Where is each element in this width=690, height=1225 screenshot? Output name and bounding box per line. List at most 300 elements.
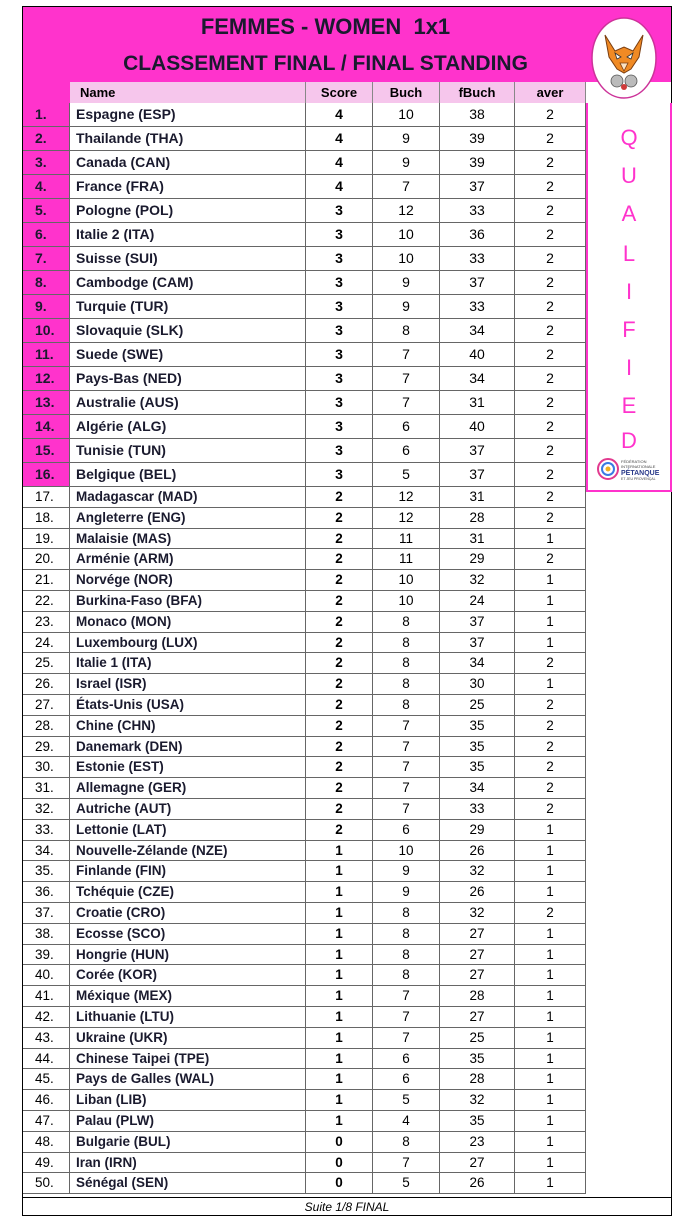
team-name-cell: Pays de Galles (WAL) — [70, 1069, 306, 1090]
buch-cell: 6 — [373, 1049, 440, 1070]
score-cell: 2 — [306, 549, 373, 570]
aver-cell: 1 — [515, 1173, 586, 1194]
aver-cell: 1 — [515, 1049, 586, 1070]
aver-cell: 2 — [515, 319, 586, 343]
aver-cell: 1 — [515, 924, 586, 945]
buch-cell: 7 — [373, 1028, 440, 1049]
qualified-row — [23, 439, 598, 463]
score-cell: 2 — [306, 633, 373, 654]
team-name-cell: Malaisie (MAS) — [70, 529, 306, 550]
fbuch-cell: 31 — [440, 391, 515, 415]
qualified-row — [23, 247, 598, 271]
fbuch-cell: 35 — [440, 1049, 515, 1070]
score-cell: 3 — [306, 415, 373, 439]
fip-line-3: PÉTANQUE — [621, 470, 660, 477]
score-cell: 3 — [306, 319, 373, 343]
fbuch-cell: 28 — [440, 508, 515, 529]
fbuch-cell: 33 — [440, 199, 515, 223]
fbuch-cell: 26 — [440, 1173, 515, 1194]
table-row — [23, 778, 598, 799]
aver-cell: 2 — [515, 903, 586, 924]
team-name-cell: Hongrie (HUN) — [70, 945, 306, 966]
buch-cell: 6 — [373, 820, 440, 841]
team-name-cell: Canada (CAN) — [70, 151, 306, 175]
rank-cell: 23. — [23, 612, 70, 633]
rank-cell: 33. — [23, 820, 70, 841]
qualified-row — [23, 103, 598, 127]
rank-cell: 38. — [23, 924, 70, 945]
rank-cell: 9. — [23, 295, 70, 319]
fbuch-cell: 31 — [440, 487, 515, 508]
score-cell: 1 — [306, 861, 373, 882]
fbuch-cell: 40 — [440, 415, 515, 439]
aver-cell: 1 — [515, 1090, 586, 1111]
table-row — [23, 1049, 598, 1070]
table-row — [23, 924, 598, 945]
fbuch-cell: 37 — [440, 271, 515, 295]
fbuch-cell: 36 — [440, 223, 515, 247]
score-cell: 2 — [306, 799, 373, 820]
rank-cell: 5. — [23, 199, 70, 223]
aver-cell: 2 — [515, 343, 586, 367]
score-cell: 3 — [306, 343, 373, 367]
qualified-row — [23, 295, 598, 319]
table-row — [23, 695, 598, 716]
rank-cell: 41. — [23, 986, 70, 1007]
score-cell: 2 — [306, 778, 373, 799]
team-name-cell: Nouvelle-Zélande (NZE) — [70, 841, 306, 862]
buch-cell: 7 — [373, 799, 440, 820]
score-cell: 1 — [306, 1049, 373, 1070]
qualified-row — [23, 175, 598, 199]
table-row — [23, 861, 598, 882]
qualified-row — [23, 319, 598, 343]
qualified-letter: A — [621, 201, 637, 226]
team-name-cell: Turquie (TUR) — [70, 295, 306, 319]
table-row — [23, 653, 598, 674]
team-name-cell: Pays-Bas (NED) — [70, 367, 306, 391]
score-cell: 2 — [306, 529, 373, 550]
fbuch-cell: 34 — [440, 653, 515, 674]
rank-cell: 42. — [23, 1007, 70, 1028]
team-name-cell: Burkina-Faso (BFA) — [70, 591, 306, 612]
qualified-letter: I — [625, 279, 633, 304]
fbuch-cell: 35 — [440, 716, 515, 737]
team-name-cell: Chine (CHN) — [70, 716, 306, 737]
buch-cell: 7 — [373, 391, 440, 415]
score-cell: 1 — [306, 1069, 373, 1090]
score-cell: 1 — [306, 841, 373, 862]
score-cell: 2 — [306, 653, 373, 674]
score-cell: 4 — [306, 175, 373, 199]
rank-cell: 31. — [23, 778, 70, 799]
aver-cell: 1 — [515, 612, 586, 633]
fbuch-cell: 35 — [440, 737, 515, 758]
qualified-letter: L — [622, 241, 636, 266]
fbuch-cell: 28 — [440, 986, 515, 1007]
standings-sheet — [22, 6, 672, 1216]
buch-cell: 7 — [373, 757, 440, 778]
score-cell: 3 — [306, 463, 373, 487]
table-row — [23, 903, 598, 924]
fbuch-cell: 40 — [440, 343, 515, 367]
team-name-cell: Suisse (SUI) — [70, 247, 306, 271]
buch-cell: 7 — [373, 737, 440, 758]
team-name-cell: Sénégal (SEN) — [70, 1173, 306, 1194]
score-cell: 1 — [306, 1028, 373, 1049]
fbuch-cell: 29 — [440, 820, 515, 841]
aver-cell: 2 — [515, 463, 586, 487]
score-cell: 2 — [306, 695, 373, 716]
aver-cell: 2 — [515, 653, 586, 674]
qualified-row — [23, 199, 598, 223]
team-name-cell: Danemark (DEN) — [70, 737, 306, 758]
buch-cell: 9 — [373, 882, 440, 903]
rank-cell: 29. — [23, 737, 70, 758]
fbuch-cell: 26 — [440, 841, 515, 862]
rank-cell: 43. — [23, 1028, 70, 1049]
fbuch-cell: 24 — [440, 591, 515, 612]
buch-cell: 7 — [373, 175, 440, 199]
score-cell: 3 — [306, 271, 373, 295]
fbuch-cell: 25 — [440, 695, 515, 716]
buch-cell: 9 — [373, 151, 440, 175]
aver-cell: 1 — [515, 945, 586, 966]
score-cell: 3 — [306, 199, 373, 223]
team-name-cell: Corée (KOR) — [70, 965, 306, 986]
aver-cell: 2 — [515, 151, 586, 175]
team-name-cell: Israel (ISR) — [70, 674, 306, 695]
rank-cell: 6. — [23, 223, 70, 247]
fbuch-cell: 32 — [440, 861, 515, 882]
buch-cell: 7 — [373, 1153, 440, 1174]
buch-cell: 5 — [373, 463, 440, 487]
fbuch-cell: 37 — [440, 439, 515, 463]
qualified-row — [23, 223, 598, 247]
aver-cell: 1 — [515, 882, 586, 903]
aver-cell: 1 — [515, 1111, 586, 1132]
fbuch-cell: 39 — [440, 127, 515, 151]
qualified-letter: E — [621, 393, 637, 418]
rank-cell: 35. — [23, 861, 70, 882]
rank-cell: 26. — [23, 674, 70, 695]
score-cell: 1 — [306, 945, 373, 966]
rank-cell: 32. — [23, 799, 70, 820]
buch-cell: 5 — [373, 1173, 440, 1194]
table-row — [23, 529, 598, 550]
aver-cell: 1 — [515, 570, 586, 591]
table-row — [23, 487, 598, 508]
rank-cell: 28. — [23, 716, 70, 737]
score-cell: 2 — [306, 716, 373, 737]
buch-cell: 7 — [373, 367, 440, 391]
qualified-row — [23, 127, 598, 151]
qualified-letter: I — [625, 355, 633, 380]
rank-cell: 49. — [23, 1153, 70, 1174]
score-cell: 1 — [306, 1007, 373, 1028]
buch-cell: 8 — [373, 945, 440, 966]
score-cell: 2 — [306, 612, 373, 633]
fip-line-4: ET JEU PROVENÇAL — [621, 477, 656, 481]
column-header-name: Name — [70, 82, 306, 103]
table-row — [23, 549, 598, 570]
fbuch-cell: 32 — [440, 1090, 515, 1111]
aver-cell: 2 — [515, 695, 586, 716]
buch-cell: 10 — [373, 841, 440, 862]
table-row — [23, 799, 598, 820]
buch-cell: 8 — [373, 1132, 440, 1153]
team-name-cell: Suede (SWE) — [70, 343, 306, 367]
aver-cell: 2 — [515, 247, 586, 271]
aver-cell: 2 — [515, 508, 586, 529]
rank-cell: 2. — [23, 127, 70, 151]
team-name-cell: Norvége (NOR) — [70, 570, 306, 591]
rank-cell: 4. — [23, 175, 70, 199]
fbuch-cell: 38 — [440, 103, 515, 127]
score-cell: 1 — [306, 1090, 373, 1111]
team-name-cell: Monaco (MON) — [70, 612, 306, 633]
aver-cell: 2 — [515, 716, 586, 737]
fbuch-cell: 29 — [440, 549, 515, 570]
qualified-box — [586, 103, 672, 492]
team-name-cell: Croatie (CRO) — [70, 903, 306, 924]
buch-cell: 7 — [373, 716, 440, 737]
fipjp-logo-icon — [596, 453, 670, 485]
fbuch-cell: 37 — [440, 633, 515, 654]
score-cell: 3 — [306, 247, 373, 271]
table-row — [23, 1111, 598, 1132]
rank-cell: 7. — [23, 247, 70, 271]
fbuch-cell: 28 — [440, 1069, 515, 1090]
aver-cell: 1 — [515, 820, 586, 841]
score-cell: 2 — [306, 570, 373, 591]
table-row — [23, 570, 598, 591]
team-name-cell: Ukraine (UKR) — [70, 1028, 306, 1049]
fbuch-cell: 32 — [440, 903, 515, 924]
fbuch-cell: 33 — [440, 295, 515, 319]
score-cell: 3 — [306, 295, 373, 319]
score-cell: 3 — [306, 223, 373, 247]
team-name-cell: Lithuanie (LTU) — [70, 1007, 306, 1028]
fbuch-cell: 32 — [440, 570, 515, 591]
buch-cell: 8 — [373, 633, 440, 654]
score-cell: 0 — [306, 1173, 373, 1194]
table-row — [23, 757, 598, 778]
aver-cell: 2 — [515, 439, 586, 463]
aver-cell: 2 — [515, 549, 586, 570]
team-name-cell: Finlande (FIN) — [70, 861, 306, 882]
rank-cell: 22. — [23, 591, 70, 612]
aver-cell: 1 — [515, 1069, 586, 1090]
rank-cell: 39. — [23, 945, 70, 966]
table-row — [23, 841, 598, 862]
fbuch-cell: 33 — [440, 247, 515, 271]
team-name-cell: Iran (IRN) — [70, 1153, 306, 1174]
score-cell: 4 — [306, 103, 373, 127]
table-row — [23, 945, 598, 966]
rank-cell: 11. — [23, 343, 70, 367]
team-name-cell: Algérie (ALG) — [70, 415, 306, 439]
buch-cell: 6 — [373, 1069, 440, 1090]
score-cell: 0 — [306, 1153, 373, 1174]
table-row — [23, 1132, 598, 1153]
aver-cell: 2 — [515, 295, 586, 319]
buch-cell: 7 — [373, 1007, 440, 1028]
buch-cell: 9 — [373, 861, 440, 882]
aver-cell: 1 — [515, 1007, 586, 1028]
aver-cell: 2 — [515, 391, 586, 415]
rank-cell: 48. — [23, 1132, 70, 1153]
buch-cell: 10 — [373, 247, 440, 271]
score-cell: 4 — [306, 127, 373, 151]
score-cell: 2 — [306, 674, 373, 695]
team-name-cell: Madagascar (MAD) — [70, 487, 306, 508]
rank-cell: 15. — [23, 439, 70, 463]
rank-cell: 3. — [23, 151, 70, 175]
fbuch-cell: 35 — [440, 1111, 515, 1132]
column-header-fbuch: fBuch — [440, 82, 515, 103]
rank-cell: 40. — [23, 965, 70, 986]
fbuch-cell: 37 — [440, 612, 515, 633]
table-row — [23, 591, 598, 612]
aver-cell: 1 — [515, 861, 586, 882]
buch-cell: 9 — [373, 271, 440, 295]
team-name-cell: États-Unis (USA) — [70, 695, 306, 716]
team-name-cell: Cambodge (CAM) — [70, 271, 306, 295]
score-cell: 2 — [306, 591, 373, 612]
score-cell: 0 — [306, 1132, 373, 1153]
rank-cell: 34. — [23, 841, 70, 862]
table-row — [23, 508, 598, 529]
rank-cell: 16. — [23, 463, 70, 487]
rank-cell: 46. — [23, 1090, 70, 1111]
rank-cell: 12. — [23, 367, 70, 391]
buch-cell: 5 — [373, 1090, 440, 1111]
aver-cell: 2 — [515, 799, 586, 820]
buch-cell: 10 — [373, 591, 440, 612]
buch-cell: 8 — [373, 695, 440, 716]
fip-line-2: INTERNATIONALE — [621, 464, 656, 469]
aver-cell: 1 — [515, 633, 586, 654]
aver-cell: 1 — [515, 1132, 586, 1153]
fbuch-cell: 27 — [440, 1007, 515, 1028]
rank-cell: 13. — [23, 391, 70, 415]
aver-cell: 2 — [515, 487, 586, 508]
standings-table — [23, 103, 598, 1194]
aver-cell: 1 — [515, 986, 586, 1007]
team-name-cell: France (FRA) — [70, 175, 306, 199]
score-cell: 2 — [306, 820, 373, 841]
fbuch-cell: 27 — [440, 924, 515, 945]
buch-cell: 8 — [373, 674, 440, 695]
table-row — [23, 1173, 598, 1194]
buch-cell: 8 — [373, 903, 440, 924]
score-cell: 1 — [306, 903, 373, 924]
fox-logo-icon — [591, 17, 657, 99]
page-subtitle: CLASSEMENT FINAL / FINAL STANDING — [123, 52, 528, 75]
table-row — [23, 674, 598, 695]
fbuch-cell: 27 — [440, 945, 515, 966]
column-header-score: Score — [306, 82, 373, 103]
buch-cell: 6 — [373, 415, 440, 439]
table-row — [23, 1007, 598, 1028]
team-name-cell: Luxembourg (LUX) — [70, 633, 306, 654]
buch-cell: 8 — [373, 653, 440, 674]
buch-cell: 9 — [373, 127, 440, 151]
table-row — [23, 965, 598, 986]
qualified-row — [23, 271, 598, 295]
rank-cell: 17. — [23, 487, 70, 508]
team-name-cell: Estonie (EST) — [70, 757, 306, 778]
table-row — [23, 1028, 598, 1049]
buch-cell: 7 — [373, 343, 440, 367]
table-row — [23, 1069, 598, 1090]
team-name-cell: Autriche (AUT) — [70, 799, 306, 820]
fbuch-cell: 31 — [440, 529, 515, 550]
fbuch-cell: 37 — [440, 175, 515, 199]
aver-cell: 1 — [515, 674, 586, 695]
team-name-cell: Italie 1 (ITA) — [70, 653, 306, 674]
column-header-rank — [23, 82, 70, 103]
qualified-row — [23, 415, 598, 439]
rank-cell: 30. — [23, 757, 70, 778]
qualified-row — [23, 463, 598, 487]
rank-cell: 36. — [23, 882, 70, 903]
buch-cell: 4 — [373, 1111, 440, 1132]
fbuch-cell: 25 — [440, 1028, 515, 1049]
footer-note: Suite 1/8 FINAL — [23, 1197, 671, 1216]
buch-cell: 12 — [373, 487, 440, 508]
team-name-cell: Ecosse (SCO) — [70, 924, 306, 945]
rank-cell: 8. — [23, 271, 70, 295]
aver-cell: 2 — [515, 367, 586, 391]
table-row — [23, 820, 598, 841]
fbuch-cell: 34 — [440, 367, 515, 391]
buch-cell: 7 — [373, 986, 440, 1007]
score-cell: 1 — [306, 1111, 373, 1132]
score-cell: 2 — [306, 737, 373, 758]
score-cell: 2 — [306, 487, 373, 508]
buch-cell: 12 — [373, 199, 440, 223]
rank-cell: 24. — [23, 633, 70, 654]
fbuch-cell: 27 — [440, 965, 515, 986]
qualified-letter: Q — [620, 125, 638, 150]
buch-cell: 7 — [373, 778, 440, 799]
aver-cell: 2 — [515, 778, 586, 799]
qualified-letter: D — [621, 428, 637, 453]
table-row — [23, 986, 598, 1007]
qualified-row — [23, 151, 598, 175]
fbuch-cell: 34 — [440, 778, 515, 799]
rank-cell: 10. — [23, 319, 70, 343]
team-name-cell: Allemagne (GER) — [70, 778, 306, 799]
rank-cell: 19. — [23, 529, 70, 550]
buch-cell: 11 — [373, 549, 440, 570]
buch-cell: 9 — [373, 295, 440, 319]
rank-cell: 18. — [23, 508, 70, 529]
buch-cell: 8 — [373, 319, 440, 343]
aver-cell: 2 — [515, 737, 586, 758]
qualified-row — [23, 343, 598, 367]
buch-cell: 11 — [373, 529, 440, 550]
fbuch-cell: 26 — [440, 882, 515, 903]
header-banner — [23, 7, 671, 82]
column-header-aver: aver — [515, 82, 586, 103]
team-name-cell: Italie 2 (ITA) — [70, 223, 306, 247]
buch-cell: 8 — [373, 924, 440, 945]
fbuch-cell: 34 — [440, 319, 515, 343]
score-cell: 3 — [306, 367, 373, 391]
